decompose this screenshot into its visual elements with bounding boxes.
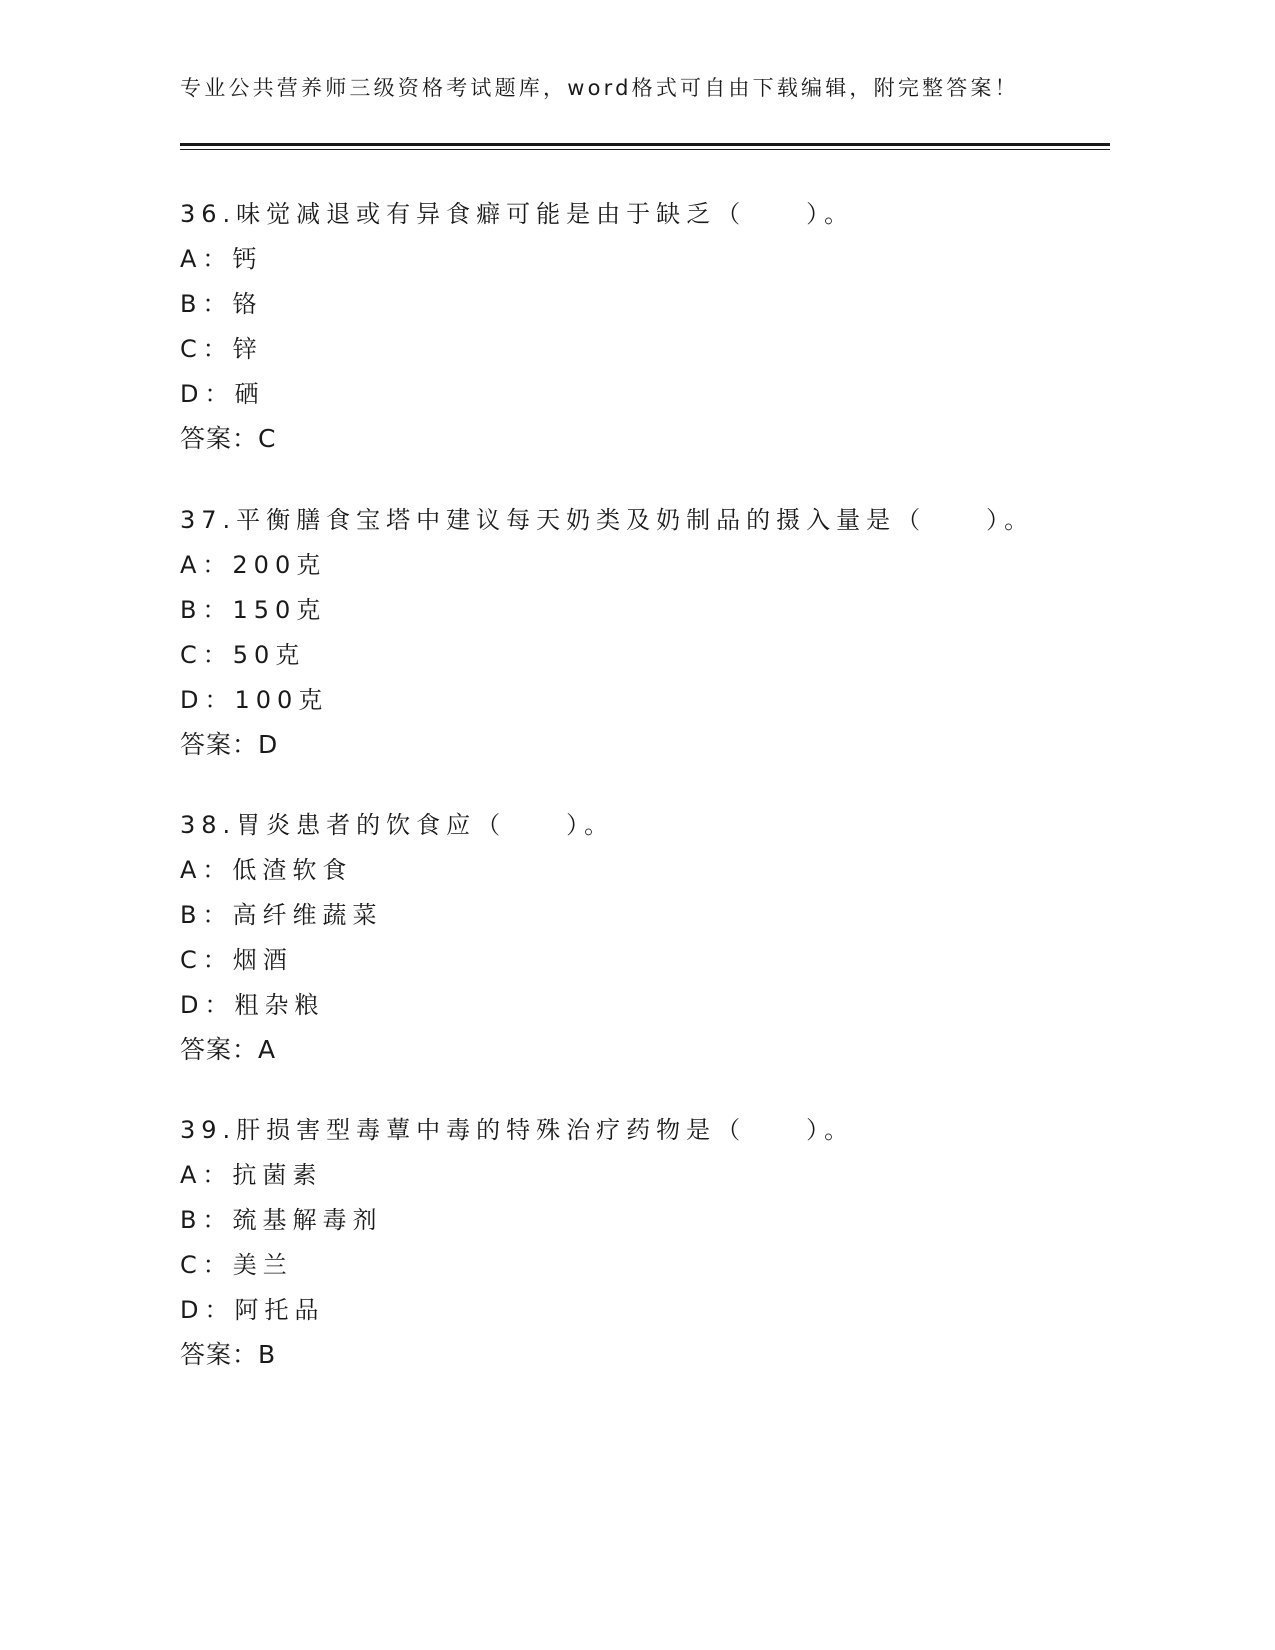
option-d: D：硒 [180, 380, 265, 408]
question-block [180, 199, 1110, 469]
option-a: A：钙 [180, 245, 263, 273]
option-a: A：200克 [180, 551, 327, 579]
option-d: D：粗杂粮 [180, 991, 325, 1019]
question-block [180, 505, 1110, 775]
option-c: C：50克 [180, 641, 306, 669]
question-text: 37.平衡膳食宝塔中建议每天奶类及奶制品的摄入量是（ ）。 [180, 506, 1035, 534]
option-a: A：低渣软食 [180, 856, 353, 884]
option-b: B：150克 [180, 596, 327, 624]
question-text: 36.味觉减退或有异食癖可能是由于缺乏（ ）。 [180, 200, 855, 228]
answer: 答案：A [180, 1035, 277, 1064]
answer: 答案：B [180, 1340, 277, 1369]
answer: 答案：D [180, 730, 279, 759]
page-header: 专业公共营养师三级资格考试题库，word格式可自由下载编辑，附完整答案！ [180, 76, 1019, 100]
option-c: C：锌 [180, 335, 263, 363]
header-rule-thick [180, 143, 1110, 146]
option-d: D：阿托品 [180, 1296, 325, 1324]
option-b: B：高纤维蔬菜 [180, 901, 383, 929]
option-b: B：铬 [180, 290, 263, 318]
option-c: C：烟酒 [180, 946, 293, 974]
answer: 答案：C [180, 424, 277, 453]
option-d: D：100克 [180, 686, 329, 714]
option-a: A：抗菌素 [180, 1161, 323, 1189]
question-block [180, 1115, 1110, 1385]
question-text: 39.肝损害型毒蕈中毒的特殊治疗药物是（ ）。 [180, 1116, 855, 1144]
option-c: C：美兰 [180, 1251, 293, 1279]
question-block [180, 810, 1110, 1080]
question-text: 38.胃炎患者的饮食应（ ）。 [180, 811, 615, 839]
header-rule-thin [180, 149, 1110, 150]
option-b: B：巯基解毒剂 [180, 1206, 383, 1234]
